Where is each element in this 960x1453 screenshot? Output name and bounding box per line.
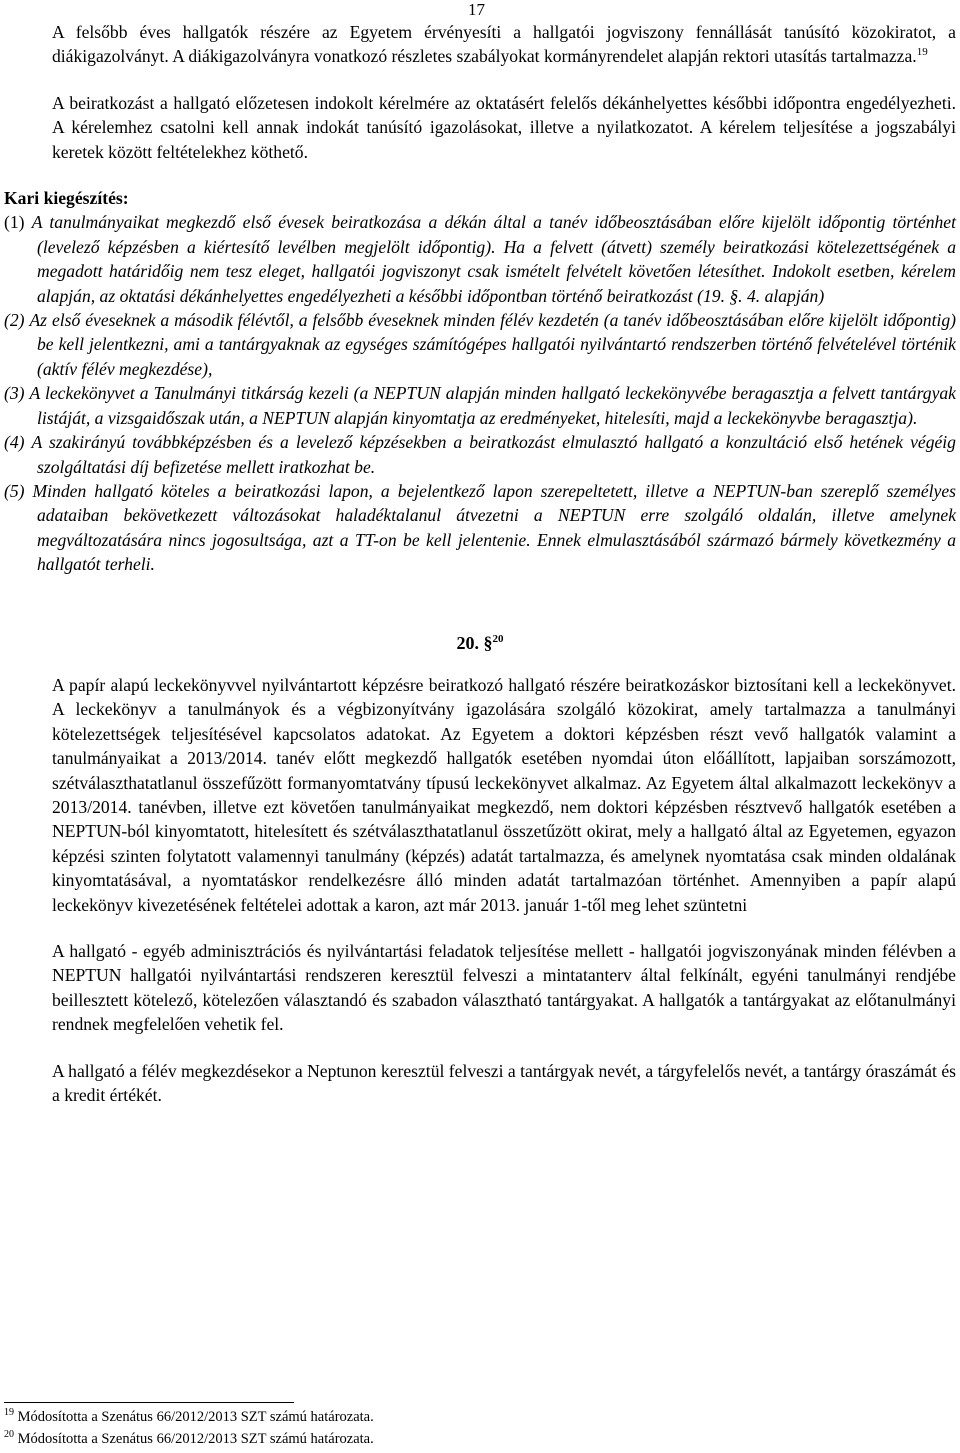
kari-item-text: Minden hallgató köteles a beiratkozási lapon, a bejelentkező lapon szerepeltetett, illetve a NEPTUN-ban szereplő személyes adataiban bekövetkezett változásokat haladéktalanul átvezetni a NEPTUN erre szolgáló oldalán, illetve amelynek megváltozatására nincs jogosultsága, azt a TT-on be kell jelentenie. Ennek elmulasztásából származó bármely következmény a hallgatót terheli. — [32, 480, 956, 575]
section-title-text: 20. § — [456, 632, 493, 653]
footnote-text: Módosította a Szenátus 66/2012/2013 SZT számú határozata. — [17, 1409, 374, 1425]
kari-item-5 — [4, 479, 956, 577]
kari-item-1 — [4, 210, 956, 308]
kari-item-3 — [4, 381, 956, 430]
page-number: 17 — [468, 0, 485, 19]
paragraph-4 — [4, 91, 956, 164]
kari-item-number: (4) — [4, 432, 25, 453]
paragraph-text: A felsőbb éves hallgatók részére az Egyetem érvényesíti a hallgatói jogviszony fennállását tanúsító közokiratot, a diákigazolványt. A diákigazolványra vonatkozó részletes szabályokat kormányrendelet alapján rektori utasítás tartalmazza. — [52, 22, 956, 67]
kari-item-number: (2) — [4, 310, 25, 331]
footnote-ref-19[interactable]: 19 — [916, 46, 928, 59]
document-body — [4, 20, 956, 1107]
section-paragraph-3 — [4, 1059, 956, 1108]
footnote-divider — [4, 1402, 294, 1403]
footnotes — [4, 1406, 374, 1450]
paragraph-3 — [4, 20, 956, 69]
kari-item-number: (5) — [4, 480, 25, 501]
kari-heading: Kari kiegészítés: — [4, 188, 129, 209]
footnote-20 — [4, 1428, 374, 1450]
paragraph-number — [4, 1059, 52, 1083]
footnote-number: 19 — [4, 1407, 14, 1419]
kari-item-text: A szakirányú továbbképzésben és a levelező képzésekben a beiratkozást elmulasztó hallgató a konzultáció első hetének végéig szolgáltatási díj befizetése mellett iratkozhat be. — [31, 432, 956, 477]
footnote-text: Módosította a Szenátus 66/2012/2013 SZT számú határozata. — [17, 1431, 374, 1447]
paragraph-number — [4, 939, 52, 963]
kari-item-text: A leckekönyvet a Tanulmányi titkárság kezeli (a NEPTUN alapján minden hallgató leckekönyvébe beragasztja a felvett tantárgyak listáját, a vizsgaidőszak után, a NEPTUN alapján kinyomtatja az eredményeket, hitelesíti, majd a leckekönyvbe beragasztja). — [29, 383, 956, 428]
paragraph-text: A hallgató - egyéb adminisztrációs és nyilvántartási feladatok teljesítése mellett - hallgatói jogviszonyának minden félévben a NEPTUN hallgatói nyilvántartási rendszeren keresztül felveszi a mintatanterv által felkínált, egyéni tanulmányi rendjébe beillesztett kötelező, kötelezően választandó és szabadon választható tantárgyakat. A hallgatók a tantárgyakat az előtanulmányi rendnek megfelelően vehetik fel. — [52, 941, 956, 1035]
kari-item-number: (1) — [4, 212, 25, 233]
section-title — [4, 631, 956, 655]
paragraph-number — [4, 673, 52, 697]
paragraph-text: A beiratkozást a hallgató előzetesen indokolt kérelmére az oktatásért felelős dékánhelyettes későbbi időpontra engedélyezheti. A kérelemhez csatolni kell annak indokát tanúsító igazolásokat, illetve a nyilatkozatot. A kérelem teljesítése a jogszabályi keretek között feltételekhez köthető. — [52, 92, 956, 162]
kari-item-number: (3) — [4, 383, 25, 404]
footnote-ref-20[interactable]: 20 — [492, 632, 504, 645]
section-paragraph-2 — [4, 939, 956, 1037]
paragraph-text: A hallgató a félév megkezdésekor a Neptunon keresztül felveszi a tantárgyak nevét, a tárgyfelelős nevét, a tantárgy óraszámát és a kredit értékét. — [52, 1060, 956, 1106]
paragraph-text: A papír alapú leckekönyvvel nyilvántartott képzésre beiratkozó hallgató részére beiratkozáskor biztosítani kell a leckekönyvet. A leckekönyv a tanulmányok és a végbizonyítvány igazolására szolgáló közokirat, amely tartalmazza a tanulmányi kötelezettségek teljesítésével kapcsolatos adatokat. Az Egyetem a doktori képzésben részt vevő hallgatók valamint a tanulmányaikat a 2013/2014. tanév előtt megkezdő hallgatók esetében nyomdai úton előállított, lapjaiban sorszámozott, szétválaszthatatlanul összefűzött formanyomtatvány típusú leckekönyvet alkalmaz. Az Egyetem által alkalmazott leckekönyv a 2013/2014. tanévben, illetve ezt követően tanulmányaikat megkezdő, nem doktori képzésben résztvevő hallgatók esetében a NEPTUN-ból kinyomtatott, hitelesített és szétválaszthatatlanul összetűzött okirat, mely a hallgató által az Egyetemen, egyazon képzési szinten folytatott valamennyi tanulmány (képzés) adatát tartalmazza, és amelynek nyomtatása csak minden oldalának kinyomtatásával, a nyomtatáskor rendelkezésre álló minden adatát tartalmazóan történhet. Amennyiben a papír alapú leckekönyv kivezetésének feltételei adottak a karon, azt már 2013. január 1-től meg lehet szüntetni — [52, 674, 956, 915]
kari-item-text: A tanulmányaikat megkezdő első évesek beiratkozása a dékán által a tanév időbeosztásában előre kijelölt időpontig történhet (levelező képzésben a kiértesítő levélben megjelölt időpontig). Ha a felvett (átvett) személy beiratkozási kötelezettségének a megadott határidőig nem tesz eleget, hallgatói jogviszonyt csak ismételt felvételt követően létesíthet. Indokolt esetben, kérelem alapján, az oktatási dékánhelyettes engedélyezheti a későbbi időpontban történő beiratkozást (19. §. 4. alapján) — [31, 212, 956, 306]
paragraph-number — [4, 91, 52, 115]
paragraph-number — [4, 20, 52, 44]
footnote-number: 20 — [4, 1429, 14, 1441]
footnote-19 — [4, 1406, 374, 1428]
kari-item-4 — [4, 430, 956, 479]
section-paragraph-1 — [4, 673, 956, 917]
kari-item-2 — [4, 308, 956, 381]
kari-item-text: Az első éveseknek a második félévtől, a felsőbb éveseknek minden félév kezdetén (a tanév időbeosztásában előre kijelölt időpontig) be kell jelentkezni, ami a tantárgyaknak az egységes számítógépes hallgatói nyilvántartó rendszerben történő felvételével történik (aktív félév megkezdése), — [29, 310, 956, 379]
